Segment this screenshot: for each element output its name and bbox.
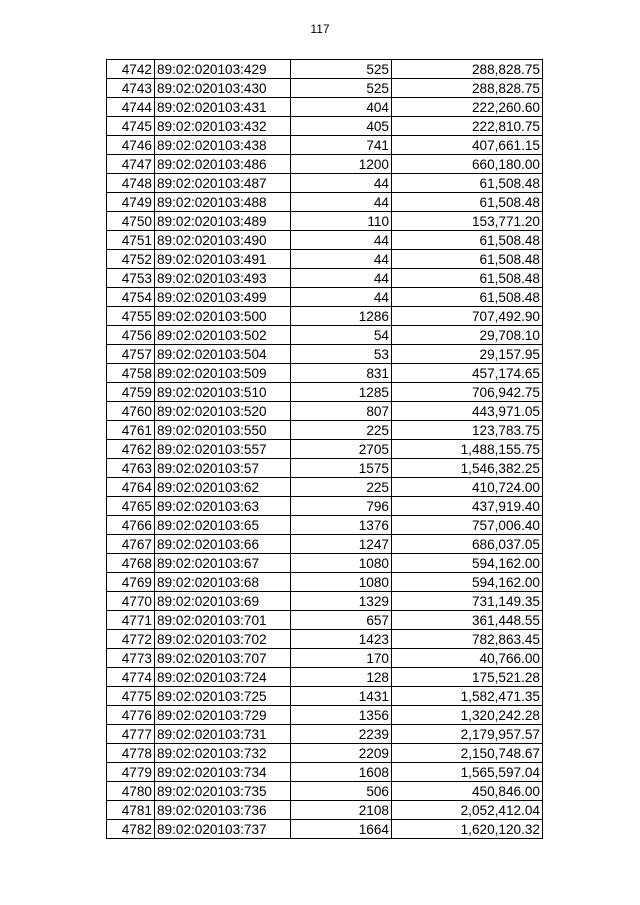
value-cell: 407,661.15 — [392, 136, 543, 155]
cadastral-number-cell: 89:02:020103:707 — [155, 649, 291, 668]
row-number-cell: 4743 — [107, 79, 155, 98]
table-row — [107, 554, 543, 573]
table-row — [107, 212, 543, 231]
table-row — [107, 820, 543, 839]
value-cell: 40,766.00 — [392, 649, 543, 668]
row-number-cell: 4749 — [107, 193, 155, 212]
value-cell: 1,620,120.32 — [392, 820, 543, 839]
value-cell: 175,521.28 — [392, 668, 543, 687]
cadastral-number-cell: 89:02:020103:725 — [155, 687, 291, 706]
cadastral-number-cell: 89:02:020103:520 — [155, 402, 291, 421]
area-cell: 404 — [291, 98, 392, 117]
value-cell: 443,971.05 — [392, 402, 543, 421]
area-cell: 807 — [291, 402, 392, 421]
table-row — [107, 497, 543, 516]
table-row — [107, 421, 543, 440]
cadastral-number-cell: 89:02:020103:438 — [155, 136, 291, 155]
value-cell: 2,052,412.04 — [392, 801, 543, 820]
table-row — [107, 516, 543, 535]
table-row — [107, 725, 543, 744]
area-cell: 44 — [291, 231, 392, 250]
row-number-cell: 4752 — [107, 250, 155, 269]
value-cell: 288,828.75 — [392, 79, 543, 98]
area-cell: 1664 — [291, 820, 392, 839]
value-cell: 594,162.00 — [392, 573, 543, 592]
value-cell: 61,508.48 — [392, 174, 543, 193]
area-cell: 1423 — [291, 630, 392, 649]
table-row — [107, 630, 543, 649]
row-number-cell: 4765 — [107, 497, 155, 516]
table-row — [107, 706, 543, 725]
cadastral-number-cell: 89:02:020103:500 — [155, 307, 291, 326]
table-row — [107, 345, 543, 364]
area-cell: 54 — [291, 326, 392, 345]
row-number-cell: 4762 — [107, 440, 155, 459]
table-row — [107, 744, 543, 763]
cadastral-number-cell: 89:02:020103:430 — [155, 79, 291, 98]
area-cell: 170 — [291, 649, 392, 668]
cadastral-number-cell: 89:02:020103:701 — [155, 611, 291, 630]
table-row — [107, 687, 543, 706]
row-number-cell: 4742 — [107, 60, 155, 79]
area-cell: 1286 — [291, 307, 392, 326]
cadastral-number-cell: 89:02:020103:57 — [155, 459, 291, 478]
value-cell: 61,508.48 — [392, 231, 543, 250]
row-number-cell: 4756 — [107, 326, 155, 345]
data-table — [106, 59, 543, 839]
area-cell: 657 — [291, 611, 392, 630]
value-cell: 707,492.90 — [392, 307, 543, 326]
row-number-cell: 4763 — [107, 459, 155, 478]
table-row — [107, 478, 543, 497]
row-number-cell: 4767 — [107, 535, 155, 554]
cadastral-number-cell: 89:02:020103:499 — [155, 288, 291, 307]
cadastral-number-cell: 89:02:020103:502 — [155, 326, 291, 345]
area-cell: 2239 — [291, 725, 392, 744]
area-cell: 1285 — [291, 383, 392, 402]
row-number-cell: 4764 — [107, 478, 155, 497]
value-cell: 782,863.45 — [392, 630, 543, 649]
area-cell: 44 — [291, 174, 392, 193]
cadastral-number-cell: 89:02:020103:431 — [155, 98, 291, 117]
table-row — [107, 250, 543, 269]
row-number-cell: 4776 — [107, 706, 155, 725]
value-cell: 61,508.48 — [392, 193, 543, 212]
cadastral-number-cell: 89:02:020103:731 — [155, 725, 291, 744]
value-cell: 437,919.40 — [392, 497, 543, 516]
table-row — [107, 288, 543, 307]
row-number-cell: 4779 — [107, 763, 155, 782]
value-cell: 222,260.60 — [392, 98, 543, 117]
cadastral-number-cell: 89:02:020103:62 — [155, 478, 291, 497]
value-cell: 1,488,155.75 — [392, 440, 543, 459]
row-number-cell: 4781 — [107, 801, 155, 820]
value-cell: 2,150,748.67 — [392, 744, 543, 763]
value-cell: 450,846.00 — [392, 782, 543, 801]
row-number-cell: 4759 — [107, 383, 155, 402]
value-cell: 123,783.75 — [392, 421, 543, 440]
value-cell: 222,810.75 — [392, 117, 543, 136]
cadastral-number-cell: 89:02:020103:509 — [155, 364, 291, 383]
row-number-cell: 4750 — [107, 212, 155, 231]
cadastral-number-cell: 89:02:020103:432 — [155, 117, 291, 136]
cadastral-number-cell: 89:02:020103:737 — [155, 820, 291, 839]
value-cell: 706,942.75 — [392, 383, 543, 402]
row-number-cell: 4758 — [107, 364, 155, 383]
row-number-cell: 4760 — [107, 402, 155, 421]
table-row — [107, 801, 543, 820]
value-cell: 29,708.10 — [392, 326, 543, 345]
cadastral-number-cell: 89:02:020103:735 — [155, 782, 291, 801]
row-number-cell: 4761 — [107, 421, 155, 440]
row-number-cell: 4778 — [107, 744, 155, 763]
area-cell: 1575 — [291, 459, 392, 478]
table-row — [107, 592, 543, 611]
row-number-cell: 4768 — [107, 554, 155, 573]
area-cell: 44 — [291, 288, 392, 307]
area-cell: 506 — [291, 782, 392, 801]
area-cell: 1431 — [291, 687, 392, 706]
cadastral-number-cell: 89:02:020103:736 — [155, 801, 291, 820]
row-number-cell: 4774 — [107, 668, 155, 687]
area-cell: 1376 — [291, 516, 392, 535]
table-row — [107, 402, 543, 421]
area-cell: 44 — [291, 250, 392, 269]
cadastral-number-cell: 89:02:020103:68 — [155, 573, 291, 592]
area-cell: 831 — [291, 364, 392, 383]
row-number-cell: 4772 — [107, 630, 155, 649]
area-cell: 110 — [291, 212, 392, 231]
area-cell: 1356 — [291, 706, 392, 725]
cadastral-number-cell: 89:02:020103:69 — [155, 592, 291, 611]
cadastral-number-cell: 89:02:020103:734 — [155, 763, 291, 782]
cadastral-number-cell: 89:02:020103:724 — [155, 668, 291, 687]
value-cell: 594,162.00 — [392, 554, 543, 573]
cadastral-number-cell: 89:02:020103:550 — [155, 421, 291, 440]
row-number-cell: 4748 — [107, 174, 155, 193]
value-cell: 61,508.48 — [392, 288, 543, 307]
area-cell: 44 — [291, 193, 392, 212]
row-number-cell: 4775 — [107, 687, 155, 706]
table-row — [107, 79, 543, 98]
table-row — [107, 326, 543, 345]
row-number-cell: 4754 — [107, 288, 155, 307]
value-cell: 731,149.35 — [392, 592, 543, 611]
area-cell: 405 — [291, 117, 392, 136]
value-cell: 29,157.95 — [392, 345, 543, 364]
table-body — [107, 60, 543, 839]
cadastral-number-cell: 89:02:020103:429 — [155, 60, 291, 79]
row-number-cell: 4771 — [107, 611, 155, 630]
table-row — [107, 193, 543, 212]
cadastral-number-cell: 89:02:020103:63 — [155, 497, 291, 516]
row-number-cell: 4744 — [107, 98, 155, 117]
area-cell: 796 — [291, 497, 392, 516]
table-row — [107, 269, 543, 288]
cadastral-number-cell: 89:02:020103:557 — [155, 440, 291, 459]
table-row — [107, 440, 543, 459]
cadastral-number-cell: 89:02:020103:487 — [155, 174, 291, 193]
value-cell: 457,174.65 — [392, 364, 543, 383]
table-row — [107, 60, 543, 79]
area-cell: 741 — [291, 136, 392, 155]
area-cell: 1200 — [291, 155, 392, 174]
table-row — [107, 117, 543, 136]
row-number-cell: 4773 — [107, 649, 155, 668]
row-number-cell: 4755 — [107, 307, 155, 326]
table-row — [107, 782, 543, 801]
value-cell: 153,771.20 — [392, 212, 543, 231]
row-number-cell: 4746 — [107, 136, 155, 155]
value-cell: 757,006.40 — [392, 516, 543, 535]
cadastral-number-cell: 89:02:020103:65 — [155, 516, 291, 535]
table-row — [107, 535, 543, 554]
table-row — [107, 136, 543, 155]
area-cell: 225 — [291, 478, 392, 497]
value-cell: 288,828.75 — [392, 60, 543, 79]
area-cell: 1080 — [291, 554, 392, 573]
table-row — [107, 573, 543, 592]
cadastral-number-cell: 89:02:020103:732 — [155, 744, 291, 763]
cadastral-number-cell: 89:02:020103:488 — [155, 193, 291, 212]
cadastral-number-cell: 89:02:020103:504 — [155, 345, 291, 364]
value-cell: 686,037.05 — [392, 535, 543, 554]
cadastral-number-cell: 89:02:020103:493 — [155, 269, 291, 288]
table-row — [107, 364, 543, 383]
table-row — [107, 231, 543, 250]
table-row — [107, 174, 543, 193]
area-cell: 1608 — [291, 763, 392, 782]
area-cell: 128 — [291, 668, 392, 687]
value-cell: 1,320,242.28 — [392, 706, 543, 725]
area-cell: 2705 — [291, 440, 392, 459]
value-cell: 61,508.48 — [392, 250, 543, 269]
value-cell: 2,179,957.57 — [392, 725, 543, 744]
area-cell: 1247 — [291, 535, 392, 554]
area-cell: 225 — [291, 421, 392, 440]
value-cell: 1,582,471.35 — [392, 687, 543, 706]
table-row — [107, 668, 543, 687]
row-number-cell: 4757 — [107, 345, 155, 364]
value-cell: 660,180.00 — [392, 155, 543, 174]
row-number-cell: 4769 — [107, 573, 155, 592]
area-cell: 53 — [291, 345, 392, 364]
table-row — [107, 307, 543, 326]
row-number-cell: 4770 — [107, 592, 155, 611]
value-cell: 361,448.55 — [392, 611, 543, 630]
cadastral-number-cell: 89:02:020103:67 — [155, 554, 291, 573]
area-cell: 44 — [291, 269, 392, 288]
value-cell: 1,546,382.25 — [392, 459, 543, 478]
area-cell: 2108 — [291, 801, 392, 820]
table-row — [107, 459, 543, 478]
cadastral-number-cell: 89:02:020103:729 — [155, 706, 291, 725]
cadastral-number-cell: 89:02:020103:486 — [155, 155, 291, 174]
row-number-cell: 4777 — [107, 725, 155, 744]
value-cell: 1,565,597.04 — [392, 763, 543, 782]
area-cell: 525 — [291, 79, 392, 98]
cadastral-number-cell: 89:02:020103:66 — [155, 535, 291, 554]
table-row — [107, 383, 543, 402]
row-number-cell: 4751 — [107, 231, 155, 250]
table-row — [107, 611, 543, 630]
table-row — [107, 763, 543, 782]
cadastral-number-cell: 89:02:020103:490 — [155, 231, 291, 250]
row-number-cell: 4780 — [107, 782, 155, 801]
row-number-cell: 4753 — [107, 269, 155, 288]
value-cell: 410,724.00 — [392, 478, 543, 497]
cadastral-number-cell: 89:02:020103:489 — [155, 212, 291, 231]
row-number-cell: 4782 — [107, 820, 155, 839]
table-row — [107, 98, 543, 117]
cadastral-number-cell: 89:02:020103:491 — [155, 250, 291, 269]
row-number-cell: 4747 — [107, 155, 155, 174]
cadastral-number-cell: 89:02:020103:510 — [155, 383, 291, 402]
table-row — [107, 649, 543, 668]
row-number-cell: 4766 — [107, 516, 155, 535]
area-cell: 1329 — [291, 592, 392, 611]
value-cell: 61,508.48 — [392, 269, 543, 288]
row-number-cell: 4745 — [107, 117, 155, 136]
page-number: 117 — [310, 22, 330, 36]
area-cell: 525 — [291, 60, 392, 79]
table-row — [107, 155, 543, 174]
area-cell: 1080 — [291, 573, 392, 592]
cadastral-number-cell: 89:02:020103:702 — [155, 630, 291, 649]
area-cell: 2209 — [291, 744, 392, 763]
